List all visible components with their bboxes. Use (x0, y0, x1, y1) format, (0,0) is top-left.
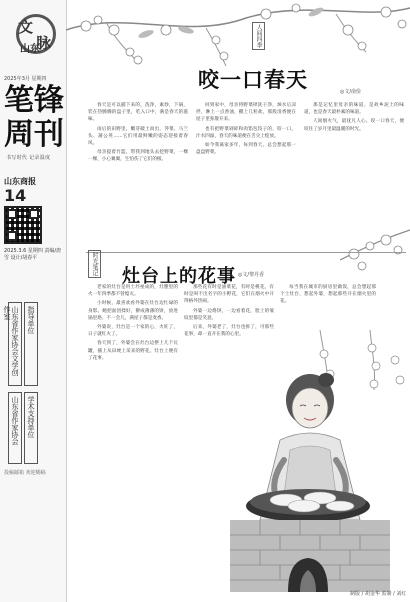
vertical-box-4: 学术支持单位 (24, 392, 38, 464)
paragraph: 那些花有时是油菜花，有时是桃花，有时是叫不出名字的小野花，它们在烟火中开得格外热闹。 (184, 285, 274, 305)
bottom-note: 投稿邮箱 欢迎赐稿 (4, 470, 46, 476)
column-logo (12, 10, 60, 66)
slogan: 书写时代 记录温度 (6, 155, 51, 161)
paragraph: 母亲提着竹篮，带我到地头去挖野菜，一棵一棵，小心翼翼，生怕伤了它们的根。 (88, 150, 188, 163)
logo-char-2: 脉 (36, 34, 52, 52)
vertical-box-1: 山东省作家协会文学创作室 (8, 302, 22, 386)
supplement-title: 笔锋周刊 (4, 83, 64, 152)
logo-char-3: 山东 (20, 44, 40, 55)
article2-column-1 (88, 284, 178, 584)
paragraph: 外婆说，灶台是一个家的心，火旺了，日子就红火了。 (88, 325, 178, 338)
footer-note: 制版 / 胡金华 监制 / 刘红 (350, 591, 407, 597)
paragraph: 如今我离家多年，每到春天，总会想起那一盘盘野菜。 (196, 143, 296, 156)
article1-author: ◎文/俞俭 (340, 89, 362, 95)
flower-branch-decoration (66, 0, 410, 70)
section-tag-2: 时光笔记 (88, 250, 101, 278)
article1-column-2 (196, 102, 296, 264)
paper-name: 山东商报 (4, 177, 36, 186)
paragraph: 人间烟火气，最抚凡人心。咬一口春天，便咬住了岁月里最温暖的时光。 (304, 119, 404, 132)
hanging-flowers-icon (320, 330, 404, 400)
page-number: 14 (4, 186, 27, 205)
masthead-column (0, 0, 67, 602)
frying-pan-icon (246, 489, 370, 522)
qr-finder-icon (7, 231, 17, 241)
vertical-box-2: 指导单位 (24, 302, 38, 386)
paragraph: 老家的灶台是用土坯垒成的，灶膛里的火一年四季都不曾熄灭。 (88, 285, 178, 298)
article1-column-3 (304, 102, 404, 232)
paragraph: 后来，外婆老了，灶台也拆了，可那些花事，却一直开在我的心里。 (184, 325, 274, 338)
logo-char-1: 文 (18, 18, 34, 36)
qr-code[interactable] (4, 206, 42, 244)
brick-stove-icon (230, 520, 390, 592)
paragraph: 春天是可以捕下来的，洗净，素炒，下锅，装在热腾腾的盘子里，吃入口中，满是春天的滋味。 (88, 103, 188, 123)
article2-title[interactable]: 灶台上的花事 (122, 266, 236, 287)
article1-title[interactable]: 咬一口春天 (198, 67, 308, 92)
paragraph: 小时候，最喜欢看外婆在灶台边忙碌的身影。她把面团揉好，擀成薄薄的饼，放进锅里烙，不一会儿，满屋子都是麦香。 (88, 301, 178, 321)
paragraph: 也有把野菜剁碎和肉馅包饺子的，咬一口，汁水四溢，春天的味道便在舌尖上绽放。 (196, 126, 296, 139)
qr-finder-icon (7, 209, 17, 219)
article2-author: ◎文/黎丹香 (238, 272, 265, 278)
paragraph: 雨后的田野里，嫩芽破土而出，荠菜、马兰头、蒲公英……它们用最鲜嫩的姿态迎接着春风。 (88, 126, 188, 147)
paragraph: 回到家中，母亲将野菜择洗干净，焯水后凉拌，淋上一点香油，撒上几粒盐，那股清香便在屋子里弥散开来。 (196, 103, 296, 123)
cooking-illustration (200, 330, 410, 592)
qr-finder-icon (29, 209, 39, 219)
section-divider (86, 252, 406, 253)
paragraph: 那是记忆里母亲的味道，是故乡泥土的味道，也是春天最朴素的味道。 (304, 103, 404, 116)
section-tag-1: 人间四季 (252, 22, 265, 50)
vertical-box-3: 山东省作家协会 (8, 392, 22, 464)
paragraph: 外婆一边烙饼，一边看着花，脸上的皱纹里都是笑意。 (184, 308, 274, 321)
issue-date: 2025年3月 星期四 (4, 76, 47, 82)
edition-info: 2025.3.6 星期四 责编/唐 雪 设计/胡春平 (4, 248, 62, 261)
flower-cluster-decoration (340, 220, 410, 280)
paragraph: 每当我在城市的厨房里做饭，总会想起那个土灶台，想起外婆，想起那些开在烟火里的花。 (280, 285, 376, 305)
paragraph: 春天到了，外婆会在灶台边摆上几个瓦罐，插上从田埂上采来的野花，灶台上便有了花事。 (88, 341, 178, 361)
article1-column-1 (88, 102, 188, 264)
